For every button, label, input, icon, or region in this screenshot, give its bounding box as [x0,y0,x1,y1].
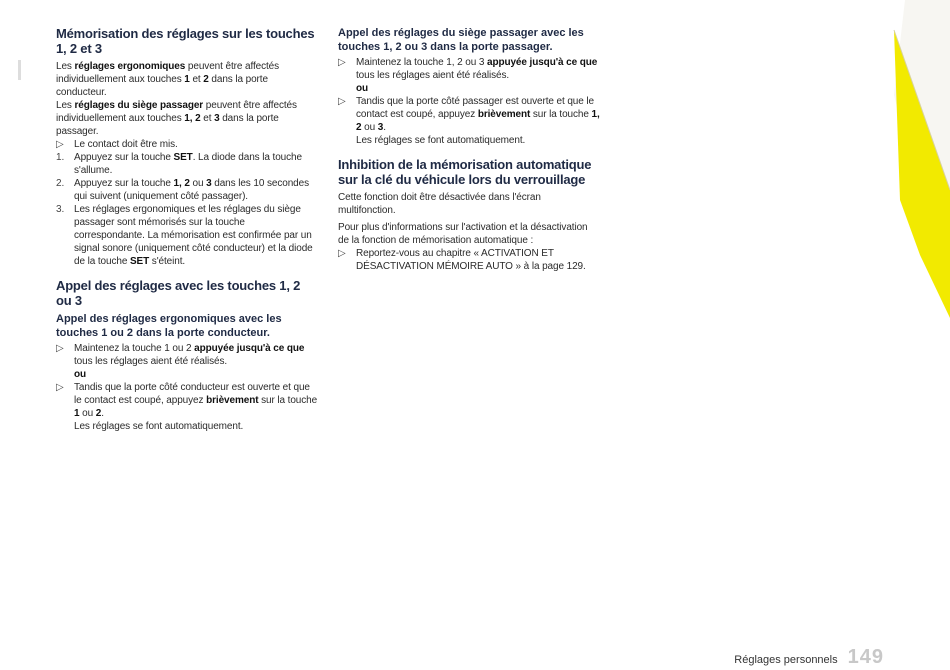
footer-section-label: Réglages personnels [734,654,838,666]
list-item-maintain-key-passenger: ▷ Maintenez la touche 1, 2 ou 3 appuyée jusqu'à ce que tous les réglages aient été réalisés. [338,57,598,81]
triangle-bullet-icon: ▷ [56,382,64,393]
subsection-title-passager: Appel des réglages du siège passager avec les touches 1, 2 ou 3 dans la porte passager. [338,27,584,53]
or-label: ou [356,83,369,94]
triangle-bullet-icon: ▷ [338,57,346,68]
paragraph-ergonomic: Les réglages ergonomiques peuvent être affectés individuellement aux touches 1 et 2 dans la porte conducteur. [56,61,280,98]
list-item-step-3: 3. Les réglages ergonomiques et les réglages du siège passager sont mémorisés sur la touche correspondante. La mémorisation est confirmée par un signal sonore (uniquement côté conducteur) et la diode de la touche SET s'éteint. [56,204,313,267]
margin-mark [18,60,21,80]
or-label: ou [74,369,87,380]
list-item-door-open-passenger: ▷ Tandis que la porte côté passager est ouverte et que le contact est coupé, appuyez brièvement sur la touche 1, 2 ou 3. [338,96,600,133]
triangle-bullet-icon: ▷ [338,248,346,259]
section-title-appel: Appel des réglages avec les touches 1, 2 ou 3 [56,278,301,308]
list-item-step-1: 1. Appuyez sur la touche SET. La diode dans la touche s'allume. [56,152,302,176]
list-item-maintain-key: ▷ Maintenez la touche 1 ou 2 appuyée jusqu'à ce que tous les réglages aient été réalisés. [56,343,305,367]
auto-settings-note: Les réglages se font automatiquement. [356,135,526,146]
list-item-contact: ▷ Le contact doit être mis. [56,139,178,150]
triangle-bullet-icon: ▷ [56,343,64,354]
list-item-door-open: ▷ Tandis que la porte côté conducteur est ouverte et que le contact est coupé, appuyez brièvement sur la touche 1 ou 2. [56,382,318,419]
left-column [56,26,318,433]
right-column [338,26,600,273]
paragraph-passenger-seat: Les réglages du siège passager peuvent être affectés individuellement aux touches 1, 2 et 3 dans la porte passager. [56,100,297,137]
page-footer [734,646,884,669]
triangle-bullet-icon: ▷ [338,96,346,107]
paragraph-more-info: Pour plus d'informations sur l'activation et la désactivation de la fonction de mémorisation automatique : [338,222,588,246]
list-item-step-2: 2. Appuyez sur la touche 1, 2 ou 3 dans les 10 secondes qui suivent (uniquement côté passager). [56,178,309,202]
section-title-inhibition: Inhibition de la mémorisation automatique sur la clé du véhicule lors du verrouillage [338,157,592,187]
auto-settings-note: Les réglages se font automatiquement. [74,421,244,432]
yellow-page-corner [810,0,950,320]
page-number: 149 [847,646,884,668]
list-item-chapter-reference: ▷ Reportez-vous au chapitre « ACTIVATION ET DÉSACTIVATION MÉMOIRE AUTO » à la page 129. [338,248,586,272]
paragraph-multifunction: Cette fonction doit être désactivée dans l'écran multifonction. [338,192,541,216]
subsection-title-conducteur: Appel des réglages ergonomiques avec les touches 1 ou 2 dans la porte conducteur. [56,313,282,339]
section-title-memorisation: Mémorisation des réglages sur les touches 1, 2 et 3 [56,26,315,56]
triangle-bullet-icon: ▷ [56,139,64,150]
